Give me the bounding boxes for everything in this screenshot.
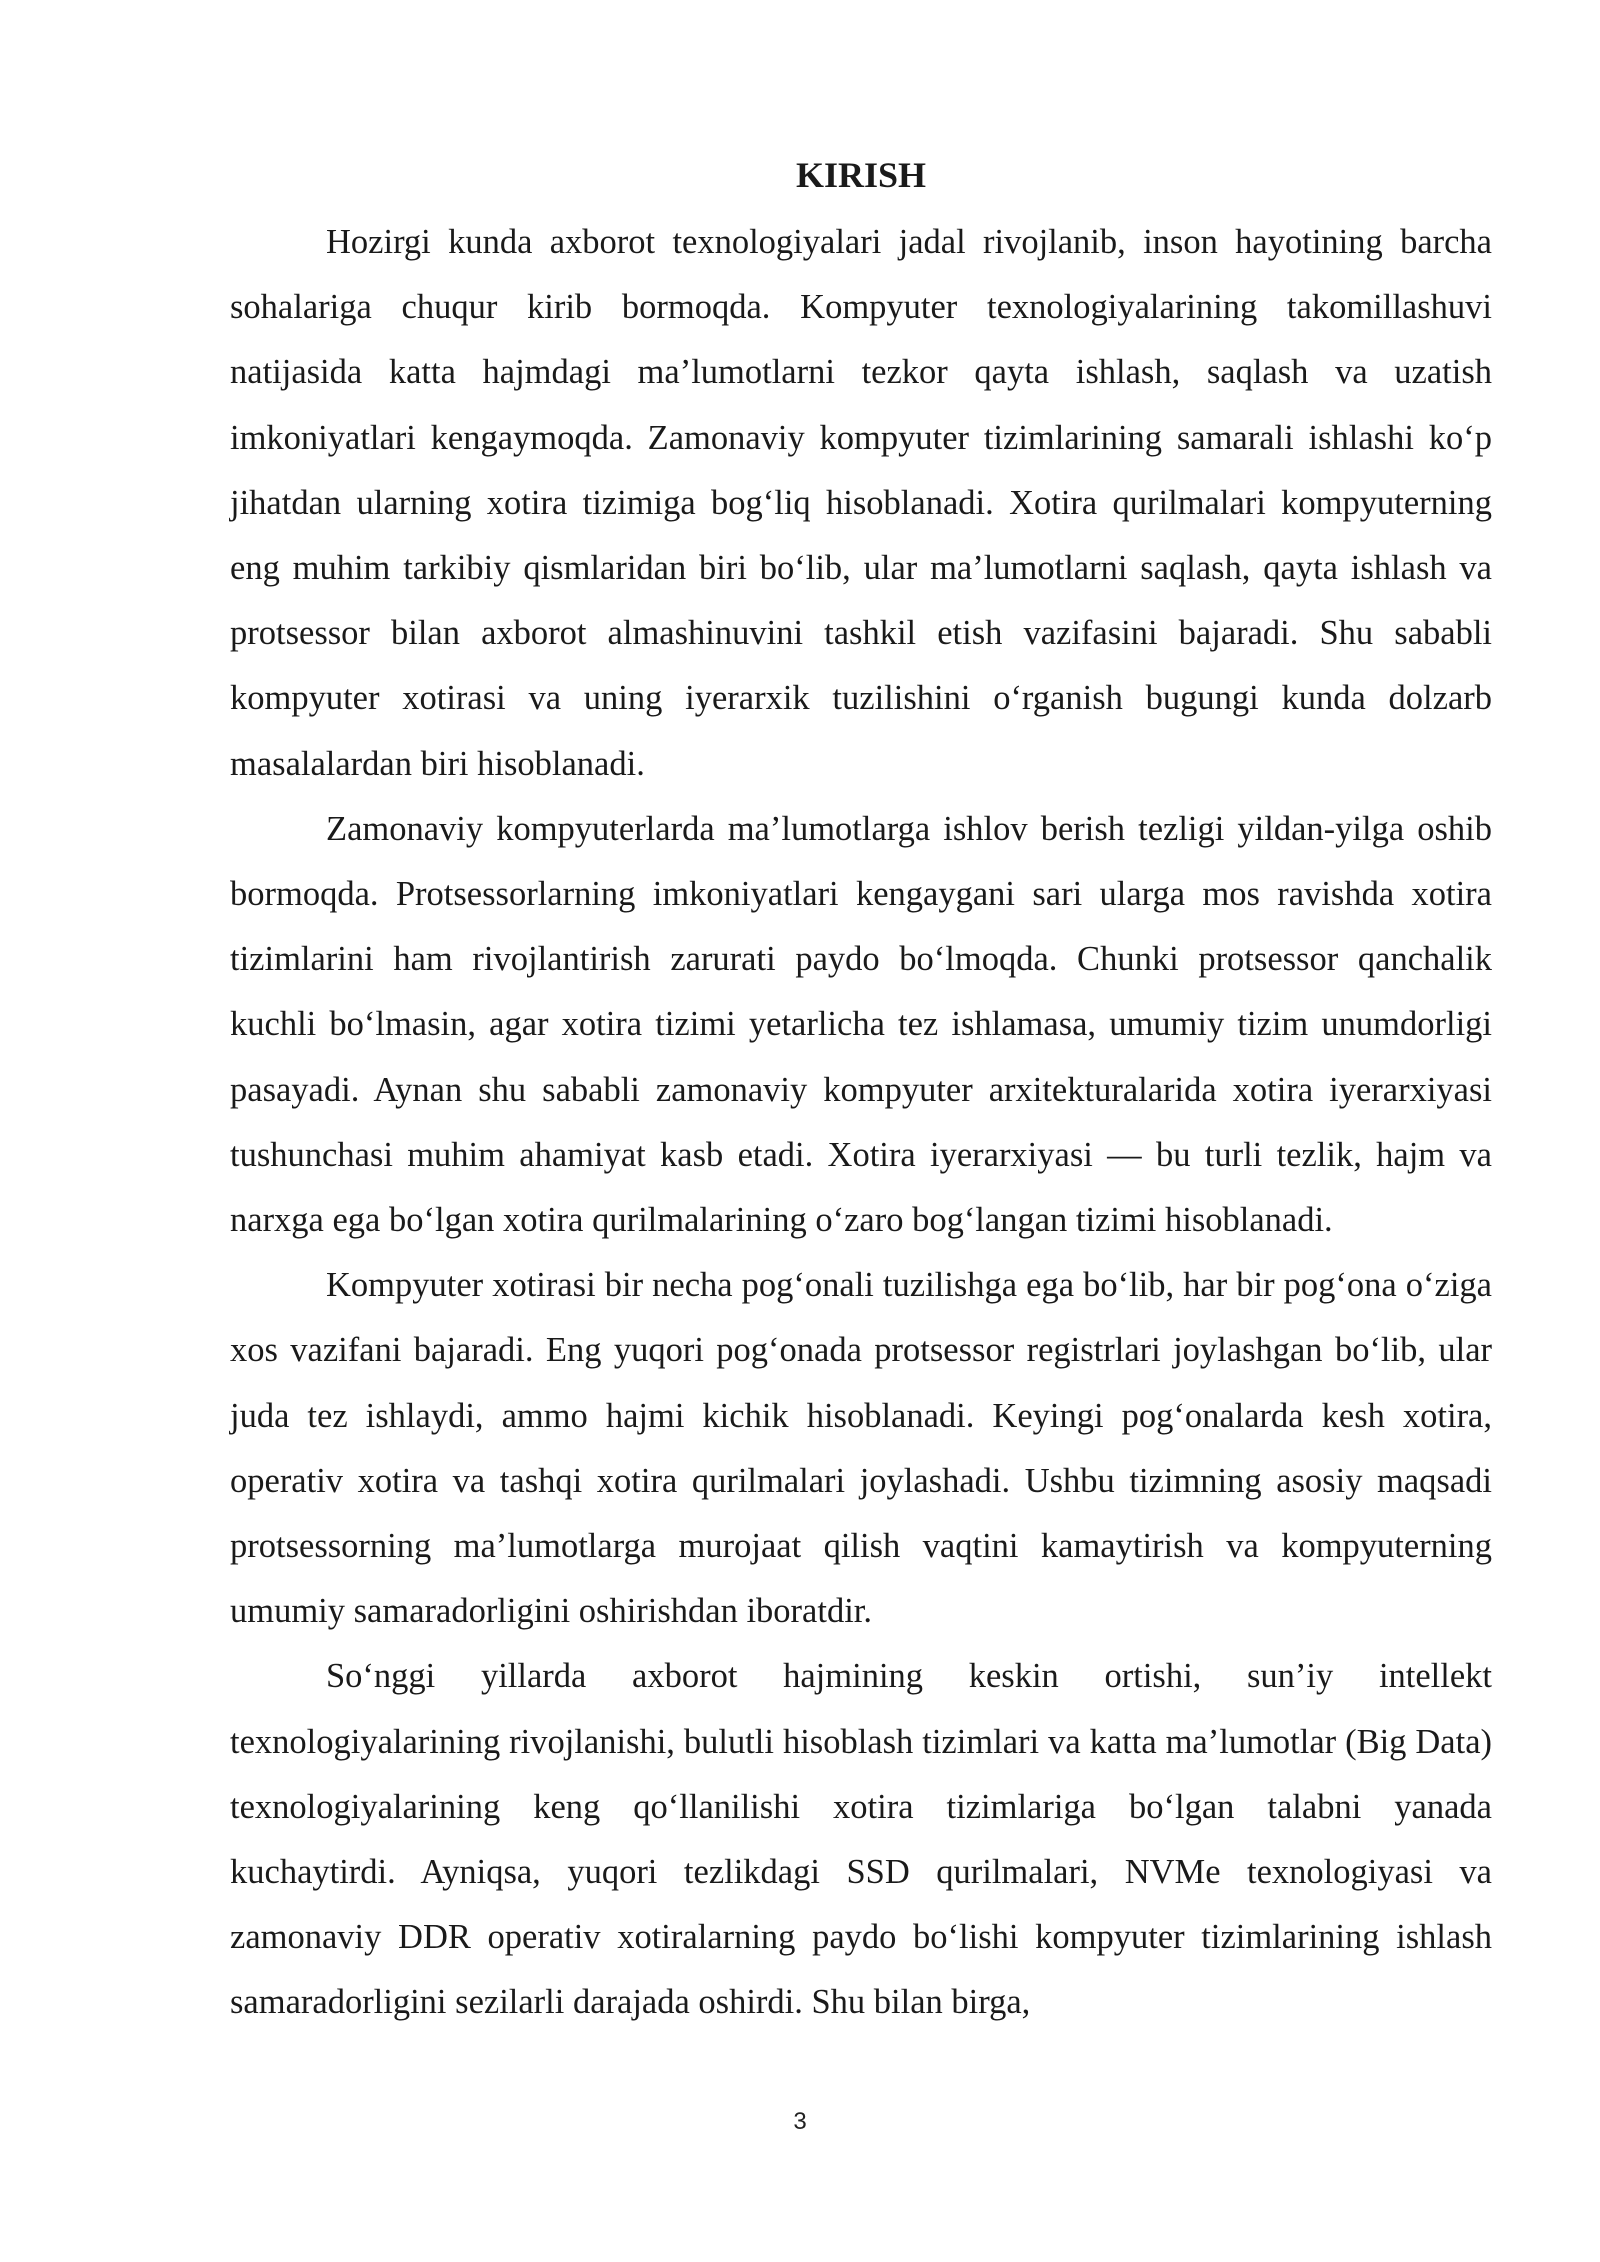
- paragraph-3: Kompyuter xotirasi bir necha pog‘onali tuzilishga ega bo‘lib, har bir pog‘ona o‘ziga xos vazifani bajaradi. Eng yuqori pog‘onada protsessor registrlari joylashgan bo‘lib, ular juda tez ishlaydi, ammo hajmi kichik hisoblanadi. Keyingi pog‘onalarda kesh xotira, operativ xotira va tashqi xotira qurilmalari joylashadi. Ushbu tizimning asosiy maqsadi protsessorning ma’lumotlarga murojaat qilish vaqtini kamaytirish va kompyuterning umumiy samaradorligini oshirishdan iboratdir.: [230, 1266, 1492, 1631]
- section-heading: KIRISH: [795, 155, 927, 195]
- paragraph-1: Hozirgi kunda axborot texnologiyalari jadal rivojlanib, inson hayotining barcha sohalariga chuqur kirib bormoqda. Kompyuter texnologiyalarining takomillashuvi natijasida katta hajmdagi ma’lumotlarni tezkor qayta ishlash, saqlash va uzatish imkoniyatlari kengaymoqda. Zamonaviy kompyuter tizimlarining samarali ishlashi ko‘p jihatdan ularning xotira tizimiga bog‘liq hisoblanadi. Xotira qurilmalari kompyuterning eng muhim tarkibiy qismlaridan biri bo‘lib, ular ma’lumotlarni saqlash, qayta ishlash va protsessor bilan axborot almashinuvini tashkil etish vazifasini bajaradi. Shu sababli kompyuter xotirasi va uning iyerarxik tuzilishini o‘rganish bugungi kunda dolzarb masalalardan biri hisoblanadi.: [230, 223, 1492, 783]
- page-number: 3: [793, 2108, 807, 2135]
- paragraph-2: Zamonaviy kompyuterlarda ma’lumotlarga ishlov berish tezligi yildan-yilga oshib bormoqda. Protsessorlarning imkoniyatlari kengaygani sari ularga mos ravishda xotira tizimlarini ham rivojlantirish zarurati paydo bo‘lmoqda. Chunki protsessor qanchalik kuchli bo‘lmasin, agar xotira tizimi yetarlicha tez ishlamasa, umumiy tizim unumdorligi pasayadi. Aynan shu sababli zamonaviy kompyuter arxitekturalarida xotira iyerarxiyasi tushunchasi muhim ahamiyat kasb etadi. Xotira iyerarxiyasi — bu turli tezlik, hajm va narxga ega bo‘lgan xotira qurilmalarining o‘zaro bog‘langan tizimi hisoblanadi.: [230, 809, 1492, 1240]
- page-content: [230, 148, 1492, 2036]
- paragraph-4: So‘nggi yillarda axborot hajmining keskin ortishi, sun’iy intellekt texnologiyalarining rivojlanishi, bulutli hisoblash tizimlari va katta ma’lumotlar (Big Data) texnologiyalarining keng qo‘llanilishi xotira tizimlariga bo‘lgan talabni yanada kuchaytirdi. Ayniqsa, yuqori tezlikdagi SSD qurilmalari, NVMe texnologiyasi va zamonaviy DDR operativ xotiralarning paydo bo‘lishi kompyuter tizimlarining ishlash samaradorligini sezilarli darajada oshirdi. Shu bilan birga,: [230, 1657, 1492, 2022]
